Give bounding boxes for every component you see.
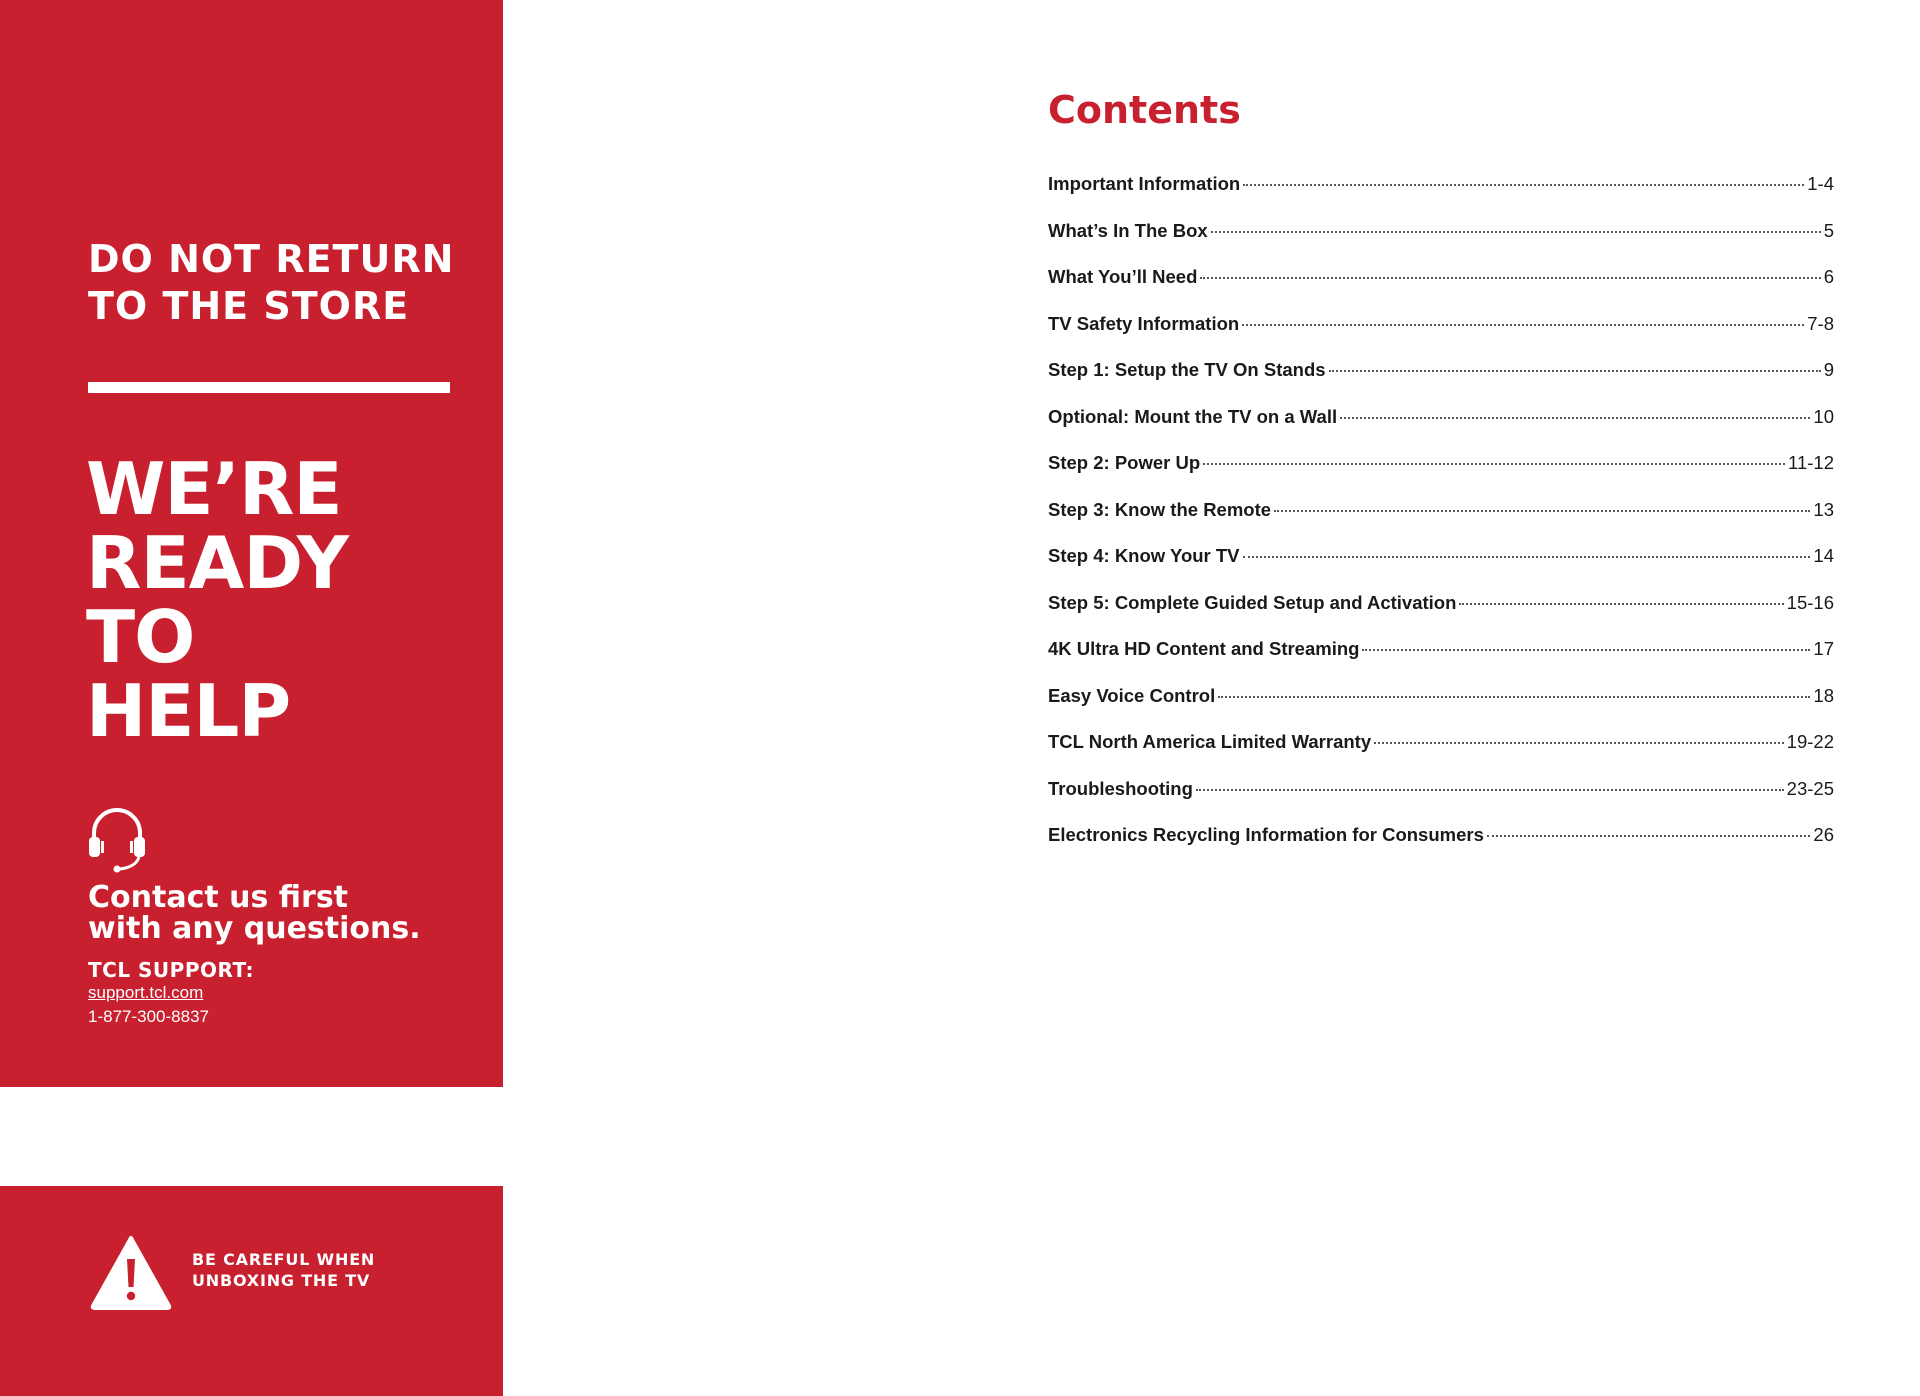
toc-entry-title: Step 3: Know the Remote (1048, 498, 1272, 520)
contact-message (88, 882, 421, 944)
table-of-contents (1048, 173, 1834, 871)
toc-entry[interactable] (1048, 545, 1834, 592)
divider (88, 382, 450, 393)
toc-entry-title: TCL North America Limited Warranty (1048, 731, 1372, 752)
toc-entry-title: Important Information (1048, 173, 1241, 194)
warning-line: BE CAREFUL WHEN (192, 1250, 376, 1269)
toc-leader-dots (1459, 603, 1783, 605)
toc-leader-dots (1242, 324, 1804, 326)
toc-entry-title: Step 4: Know Your TV (1048, 545, 1240, 566)
contact-line: with any questions. (88, 911, 421, 946)
headset-icon (86, 803, 148, 875)
toc-entry-title: TV Safety Information (1048, 312, 1240, 334)
warning-icon (90, 1235, 172, 1311)
toc-entry-title: What’s In The Box (1048, 219, 1208, 241)
toc-entry-title: Troubleshooting (1048, 777, 1193, 799)
toc-entry-page: 5 (1823, 219, 1834, 241)
support-panel (0, 0, 503, 1087)
toc-leader-dots (1340, 417, 1810, 419)
toc-leader-dots (1274, 510, 1810, 512)
toc-entry-title: Electronics Recycling Information for Consumers (1048, 824, 1484, 845)
headline (86, 447, 349, 753)
toc-leader-dots (1362, 649, 1810, 651)
support-phone: 1-877-300-8837 (88, 1007, 209, 1026)
contents-title: Contents (1048, 88, 1241, 132)
toc-entry-page: 1-4 (1807, 173, 1834, 194)
toc-entry[interactable] (1048, 452, 1834, 499)
toc-entry-page: 18 (1813, 684, 1834, 706)
toc-entry-page: 6 (1823, 266, 1834, 287)
toc-entry[interactable] (1048, 778, 1834, 825)
toc-entry-page: 17 (1813, 638, 1834, 659)
toc-entry-title: Step 1: Setup the TV On Stands (1048, 359, 1326, 380)
warning-line: UNBOXING THE TV (192, 1271, 371, 1290)
warning-panel (0, 1186, 503, 1396)
toc-entry[interactable] (1048, 266, 1834, 313)
toc-entry-page: 10 (1813, 405, 1834, 427)
toc-entry[interactable] (1048, 499, 1834, 546)
toc-entry[interactable] (1048, 359, 1834, 406)
toc-entry[interactable] (1048, 824, 1834, 871)
toc-leader-dots (1243, 184, 1804, 186)
toc-entry-page: 19-22 (1786, 731, 1834, 752)
support-link[interactable]: support.tcl.com (88, 983, 204, 1002)
headline-line: WE’RE (86, 447, 342, 531)
toc-entry[interactable] (1048, 173, 1834, 220)
toc-leader-dots (1196, 789, 1784, 791)
toc-entry-page: 15-16 (1786, 591, 1834, 613)
headline-line: HELP (86, 669, 291, 753)
toc-leader-dots (1487, 835, 1811, 837)
toc-entry-page: 23-25 (1786, 777, 1834, 799)
toc-leader-dots (1211, 231, 1821, 233)
toc-entry-title: What You’ll Need (1048, 266, 1198, 287)
toc-leader-dots (1203, 463, 1785, 465)
toc-entry-page: 11-12 (1788, 452, 1834, 473)
toc-entry[interactable] (1048, 313, 1834, 360)
toc-entry-page: 13 (1813, 498, 1834, 520)
toc-entry-title: Step 2: Power Up (1048, 452, 1201, 473)
toc-leader-dots (1243, 556, 1811, 558)
toc-entry-page: 26 (1813, 824, 1834, 845)
headline-line: TO (86, 595, 195, 679)
contact-line: Contact us first (88, 880, 349, 915)
toc-entry-page: 9 (1823, 359, 1834, 380)
toc-leader-dots (1218, 696, 1810, 698)
toc-entry[interactable] (1048, 731, 1834, 778)
notice-line: DO NOT RETURN (88, 237, 455, 281)
do-not-return-notice (88, 236, 454, 330)
toc-entry[interactable] (1048, 592, 1834, 639)
toc-entry[interactable] (1048, 685, 1834, 732)
support-label: TCL SUPPORT: (88, 958, 255, 982)
toc-entry-title: Easy Voice Control (1048, 684, 1216, 706)
toc-entry[interactable] (1048, 638, 1834, 685)
toc-entry-page: 14 (1813, 545, 1834, 566)
toc-leader-dots (1329, 370, 1821, 372)
toc-entry[interactable] (1048, 406, 1834, 453)
headline-line: READY (86, 521, 349, 605)
notice-line: TO THE STORE (88, 284, 410, 328)
unboxing-warning (192, 1249, 375, 1291)
toc-entry-title: Step 5: Complete Guided Setup and Activation (1048, 591, 1457, 613)
toc-entry-title: Optional: Mount the TV on a Wall (1048, 405, 1338, 427)
toc-leader-dots (1200, 277, 1820, 279)
toc-entry-title: 4K Ultra HD Content and Streaming (1048, 638, 1360, 659)
toc-entry-page: 7-8 (1807, 312, 1834, 334)
toc-entry[interactable] (1048, 220, 1834, 267)
toc-leader-dots (1374, 742, 1784, 744)
